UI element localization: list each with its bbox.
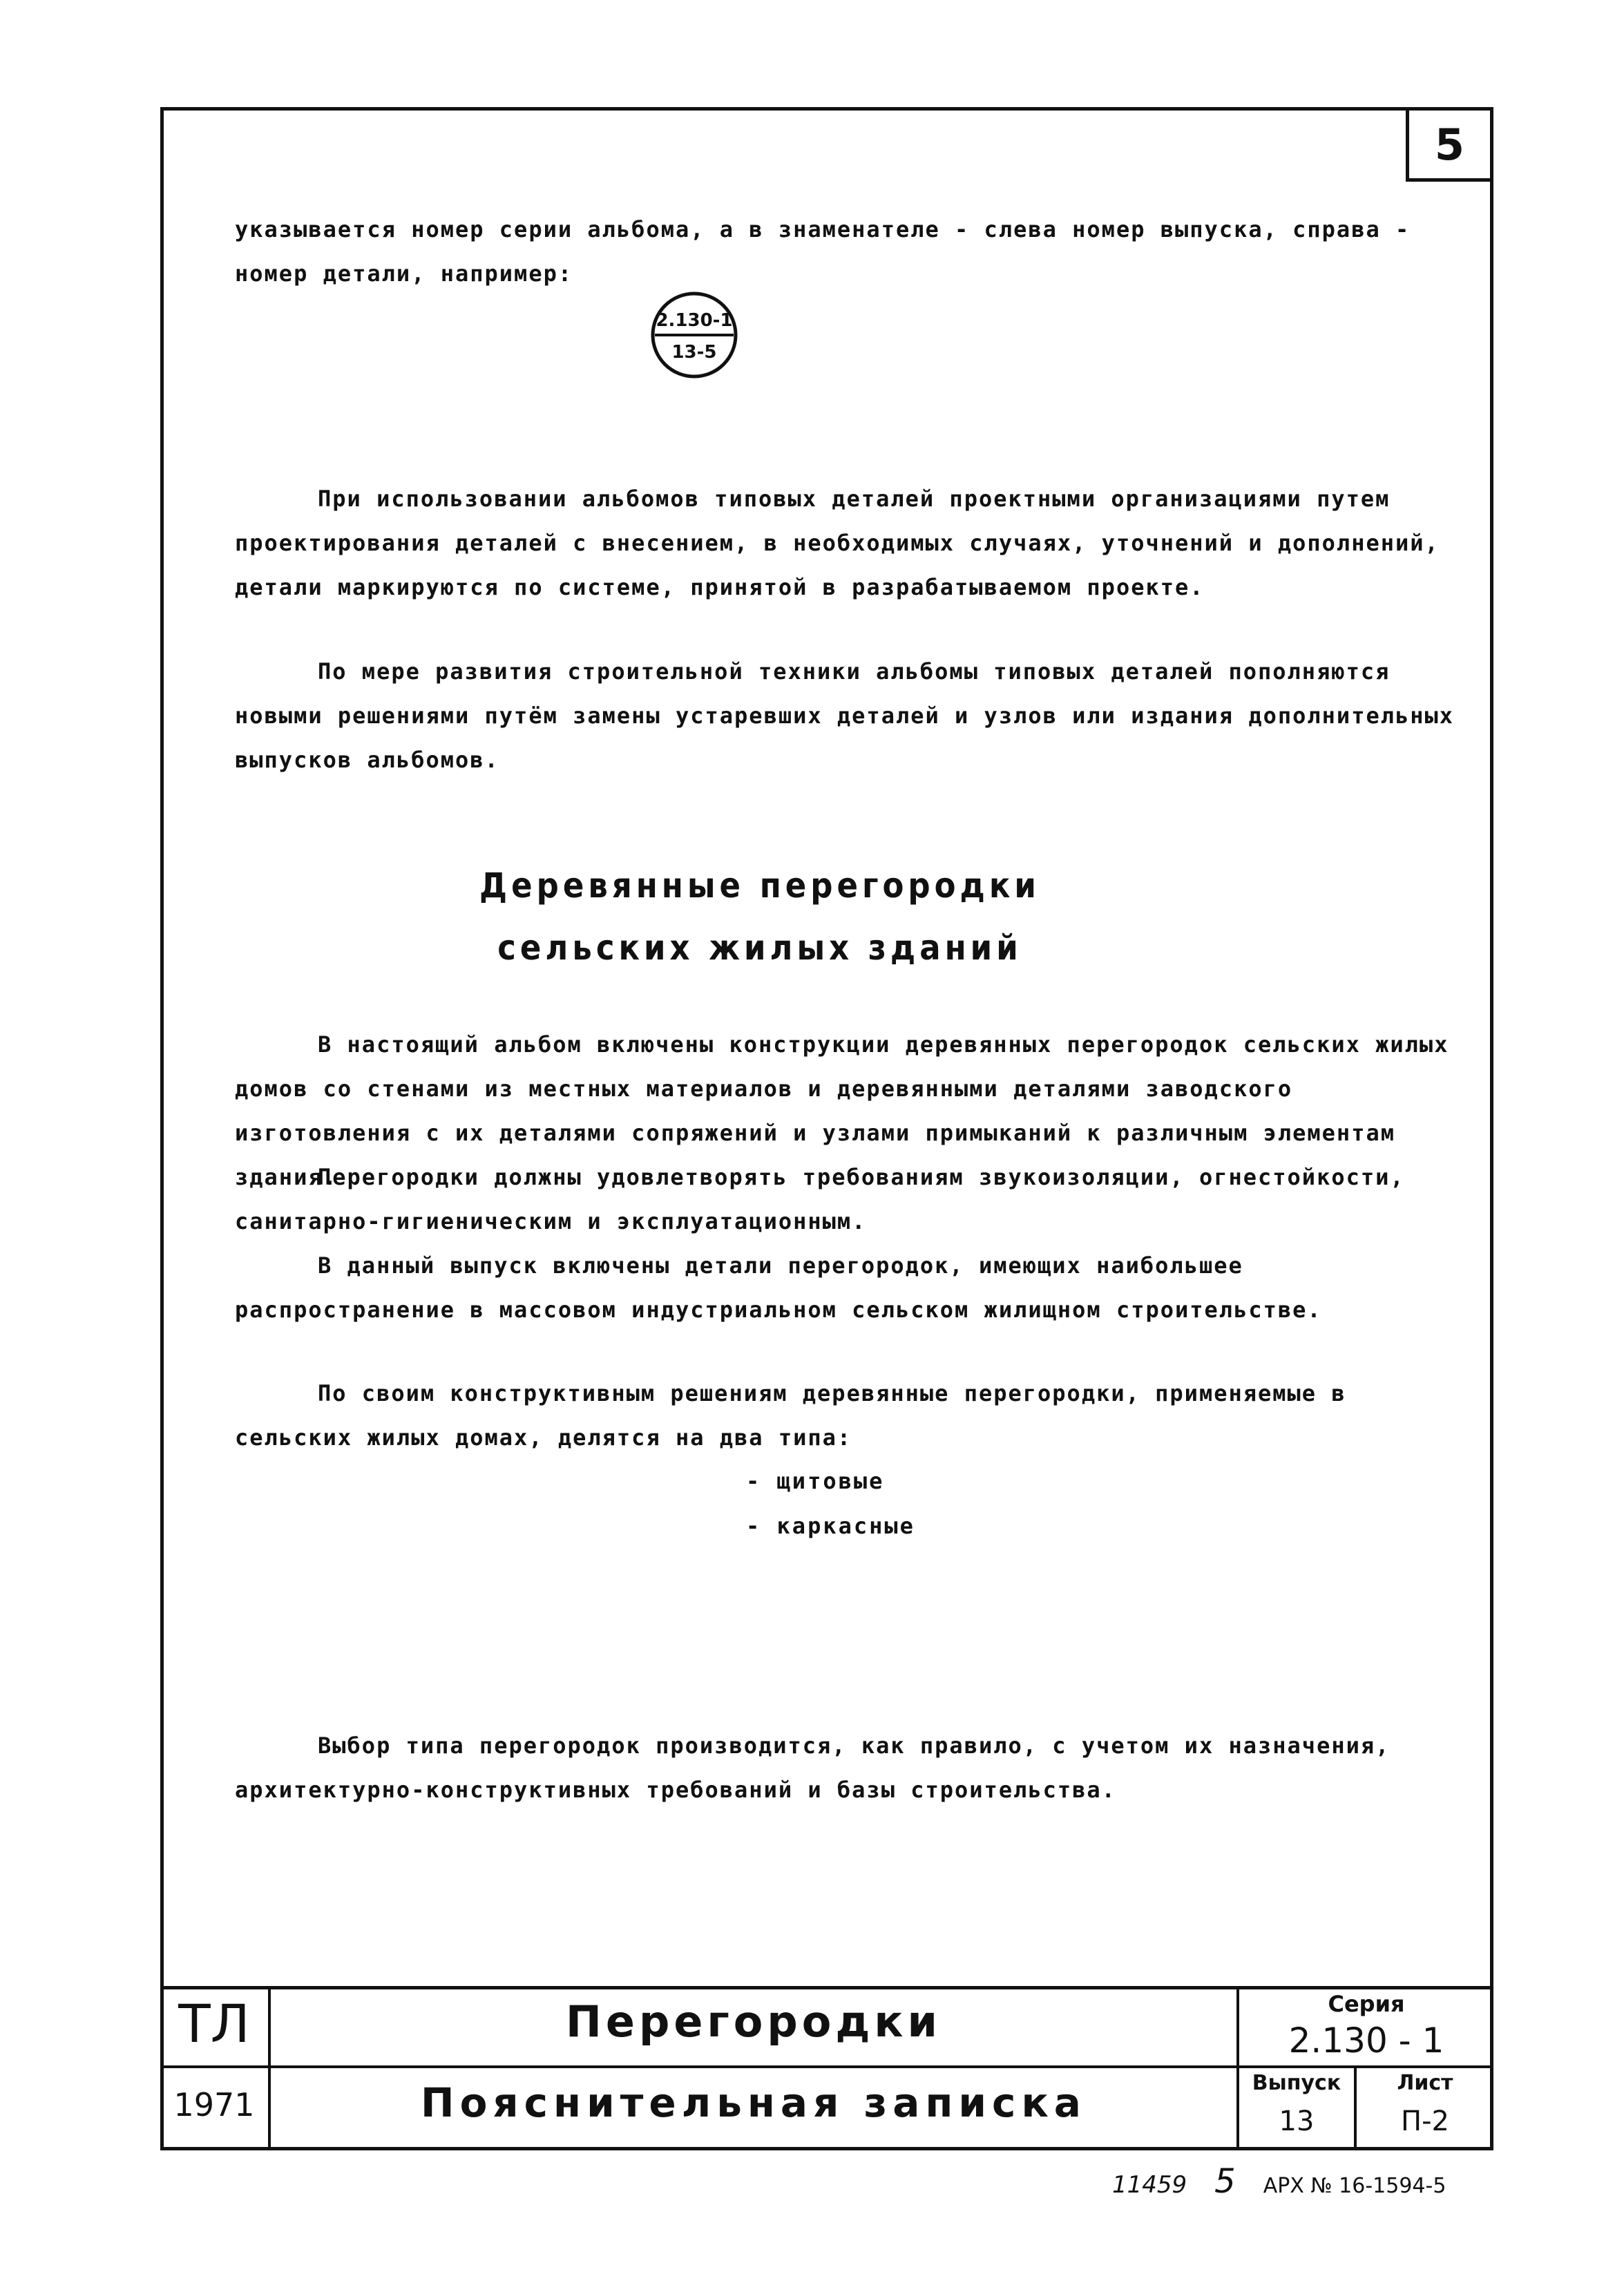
section-heading-line2: сельских жилых зданий: [497, 928, 1022, 968]
paragraph-5: В данный выпуск включены детали перегородок, имеющих наибольшее распространение в массовом индустриальном сельском жилищном строительстве.: [235, 1252, 1322, 1323]
issue-label: Выпуск: [1252, 2071, 1341, 2095]
type-item-1: - щитовые: [746, 1468, 885, 1494]
inventory-number: 11459: [1112, 2171, 1187, 2199]
paragraph-1: При использовании альбомов типовых деталей проектными организациями путем проектирования деталей с внесением, в необходимых случаях, уточнений и дополнений, детали маркируются по системе, принятой в разрабатываемом проекте.: [235, 486, 1440, 600]
sheet-subtitle: Пояснительная записка: [421, 2079, 1087, 2126]
archive-number: АРХ № 16-1594-5: [1263, 2174, 1446, 2198]
sheet-label: Лист: [1397, 2071, 1453, 2095]
sheet-title: Перегородки: [566, 1996, 942, 2047]
paragraph-6: По своим конструктивным решениям деревянные перегородки, применяемые в сельских жилых домах, делятся на два типа:: [235, 1380, 1346, 1451]
marker-top: 2.130-1: [656, 310, 733, 331]
sheet-value: П-2: [1401, 2105, 1449, 2137]
org-code: ТЛ: [178, 1993, 250, 2054]
paragraph-2: По мере развития строительной техники альбомы типовых деталей пополняются новыми решениями путём замены устаревших деталей и узлов или издания дополнительных выпусков альбомов.: [235, 658, 1455, 773]
type-item-2: - каркасные: [746, 1513, 915, 1539]
paragraph-7: Выбор типа перегородок производится, как правило, с учетом их назначения, архитектурно-конструктивных требований и базы строительства.: [235, 1732, 1391, 1803]
section-heading-line1: Деревянные перегородки: [479, 866, 1040, 906]
page-number: 5: [1406, 107, 1493, 182]
marking-symbol: [649, 290, 739, 380]
year: 1971: [173, 2086, 255, 2123]
series-label: Серия: [1328, 1991, 1405, 2017]
paragraph-3: В настоящий альбом включены конструкции деревянных перегородок сельских жилых домов со стенами из местных материалов и деревянными деталями заводского изготовления с их деталями сопряжений и узлами примыканий к различным элементам здания.: [235, 1031, 1449, 1190]
intro-text: указывается номер серии альбома, а в знаменателе - слева номер выпуска, справа - номер детали, например:: [235, 216, 1411, 287]
paragraph-4: Перегородки должны удовлетворять требованиям звукоизоляции, огнестойкости, санитарно-гигиеническим и эксплуатационным.: [235, 1164, 1405, 1234]
series-value: 2.130 - 1: [1288, 2021, 1444, 2061]
issue-value: 13: [1279, 2105, 1315, 2137]
footer-page: 5: [1214, 2162, 1236, 2201]
marker-bottom: 13-5: [671, 342, 717, 363]
footer: [1112, 2162, 1446, 2201]
